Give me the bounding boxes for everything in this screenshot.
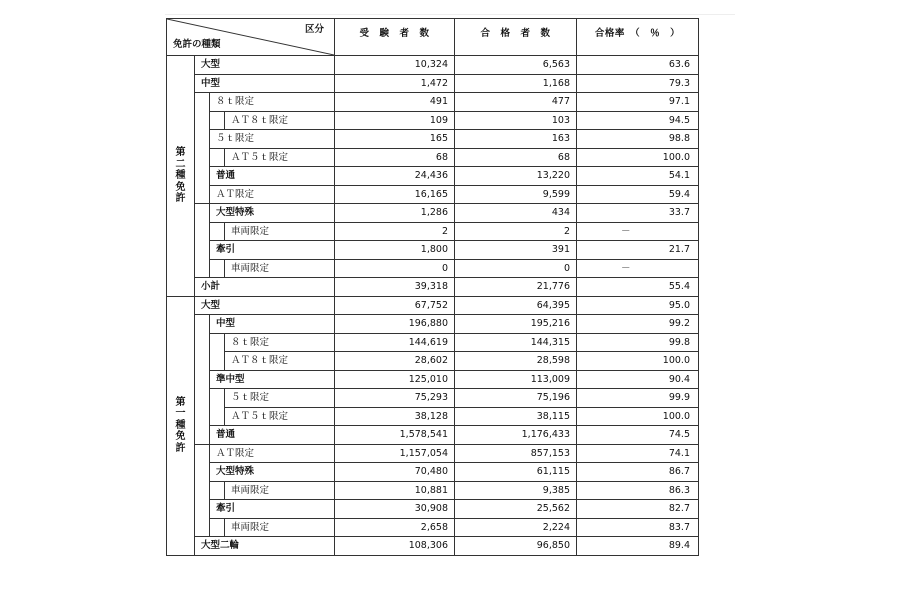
- table-row: [167, 389, 699, 408]
- row-label: 大型: [195, 56, 335, 75]
- passed-cell: 113,009: [455, 370, 577, 389]
- examinees-cell: 1,157,054: [335, 444, 455, 463]
- rate-cell: 83.7: [577, 518, 699, 537]
- examinees-cell: 165: [335, 130, 455, 149]
- row-label: 中型: [210, 315, 335, 334]
- examinees-cell: 24,436: [335, 167, 455, 186]
- rate-cell: 99.8: [577, 333, 699, 352]
- table-row: [167, 148, 699, 167]
- examinees-cell: 125,010: [335, 370, 455, 389]
- rate-cell: 97.1: [577, 93, 699, 112]
- row-label: ５ｔ限定: [225, 389, 335, 408]
- rate-cell: 74.5: [577, 426, 699, 445]
- passed-cell: 75,196: [455, 389, 577, 408]
- row-label: ８ｔ限定: [210, 93, 335, 112]
- indent-spacer: [210, 111, 225, 130]
- table-row: [167, 518, 699, 537]
- table-row: [167, 93, 699, 112]
- passed-cell: 1,168: [455, 74, 577, 93]
- rate-cell: 100.0: [577, 352, 699, 371]
- row-label: 準中型: [210, 370, 335, 389]
- rate-cell: 99.9: [577, 389, 699, 408]
- table-row: [167, 352, 699, 371]
- indent-spacer: [195, 204, 210, 278]
- table-row: [167, 259, 699, 278]
- rate-cell: 33.7: [577, 204, 699, 223]
- rate-cell: 94.5: [577, 111, 699, 130]
- row-label: ５ｔ限定: [210, 130, 335, 149]
- header-examinees: 受 験 者 数: [335, 19, 455, 56]
- passed-cell: 64,395: [455, 296, 577, 315]
- examinees-cell: 30,908: [335, 500, 455, 519]
- header-row: [167, 19, 699, 56]
- row-label: ＡＴ８ｔ限定: [225, 111, 335, 130]
- indent-spacer: [195, 93, 210, 167]
- passed-cell: 38,115: [455, 407, 577, 426]
- indent-spacer: [210, 148, 225, 167]
- table-row: [167, 241, 699, 260]
- examinees-cell: 28,602: [335, 352, 455, 371]
- indent-spacer: [195, 315, 210, 445]
- passed-cell: 9,385: [455, 481, 577, 500]
- rate-cell: 98.8: [577, 130, 699, 149]
- passed-cell: 477: [455, 93, 577, 112]
- rate-cell: 95.0: [577, 296, 699, 315]
- table-row: [167, 56, 699, 75]
- indent-spacer: [210, 518, 225, 537]
- row-label: 大型特殊: [210, 204, 335, 223]
- examinees-cell: 39,318: [335, 278, 455, 297]
- passed-cell: 6,563: [455, 56, 577, 75]
- examinees-cell: 75,293: [335, 389, 455, 408]
- row-label: 中型: [195, 74, 335, 93]
- examinees-cell: 10,324: [335, 56, 455, 75]
- table-row: [167, 370, 699, 389]
- passed-cell: 2,224: [455, 518, 577, 537]
- examinees-cell: 16,165: [335, 185, 455, 204]
- examinees-cell: 1,578,541: [335, 426, 455, 445]
- passed-cell: 163: [455, 130, 577, 149]
- rate-cell: 55.4: [577, 278, 699, 297]
- rate-cell: 63.6: [577, 56, 699, 75]
- examinees-cell: 109: [335, 111, 455, 130]
- table-row: [167, 111, 699, 130]
- rate-cell: 100.0: [577, 148, 699, 167]
- license-exam-table-sheet: [166, 18, 699, 556]
- examinees-cell: 2: [335, 222, 455, 241]
- passed-cell: 25,562: [455, 500, 577, 519]
- examinees-cell: 70,480: [335, 463, 455, 482]
- header-pass-rate: 合格率 （ ％ ）: [577, 19, 699, 56]
- passed-cell: 391: [455, 241, 577, 260]
- examinees-cell: 2,658: [335, 518, 455, 537]
- top-rule: [165, 14, 735, 15]
- row-label: 大型: [195, 296, 335, 315]
- passed-cell: 28,598: [455, 352, 577, 371]
- passed-cell: 144,315: [455, 333, 577, 352]
- examinees-cell: 144,619: [335, 333, 455, 352]
- group-label-first-class: 第 一 種 免 許: [167, 296, 195, 555]
- indent-spacer: [210, 222, 225, 241]
- table-row: [167, 185, 699, 204]
- table-row: [167, 426, 699, 445]
- examinees-cell: 10,881: [335, 481, 455, 500]
- examinees-cell: 1,472: [335, 74, 455, 93]
- examinees-cell: 491: [335, 93, 455, 112]
- examinees-cell: 68: [335, 148, 455, 167]
- row-label: 車両限定: [225, 518, 335, 537]
- row-label: 牽引: [210, 500, 335, 519]
- examinees-cell: 0: [335, 259, 455, 278]
- rate-cell: 82.7: [577, 500, 699, 519]
- passed-cell: 1,176,433: [455, 426, 577, 445]
- examinees-cell: 38,128: [335, 407, 455, 426]
- table-row: [167, 333, 699, 352]
- rate-cell: 99.2: [577, 315, 699, 334]
- rate-cell: 54.1: [577, 167, 699, 186]
- passed-cell: 21,776: [455, 278, 577, 297]
- row-label: 大型二輪: [195, 537, 335, 556]
- passed-cell: 61,115: [455, 463, 577, 482]
- indent-spacer: [195, 167, 210, 204]
- table-row: [167, 500, 699, 519]
- table-row: [167, 481, 699, 500]
- rate-cell: 100.0: [577, 407, 699, 426]
- examinees-cell: 1,286: [335, 204, 455, 223]
- indent-spacer: [210, 259, 225, 278]
- indent-spacer: [210, 389, 225, 426]
- rate-cell: 90.4: [577, 370, 699, 389]
- group-label-second-class: 第 二 種 免 許: [167, 56, 195, 297]
- passed-cell: 103: [455, 111, 577, 130]
- row-label: 普通: [210, 167, 335, 186]
- row-label: ＡＴ限定: [210, 185, 335, 204]
- row-label: 車両限定: [225, 481, 335, 500]
- passed-cell: 68: [455, 148, 577, 167]
- header-corner-cell: [167, 19, 335, 56]
- examinees-cell: 67,752: [335, 296, 455, 315]
- table-row: [167, 278, 699, 297]
- passed-cell: 434: [455, 204, 577, 223]
- table-row: [167, 204, 699, 223]
- indent-spacer: [195, 444, 210, 463]
- examinees-cell: 1,800: [335, 241, 455, 260]
- rate-cell: 59.4: [577, 185, 699, 204]
- table-row: [167, 74, 699, 93]
- row-label: 普通: [210, 426, 335, 445]
- header-category-label: 区分: [304, 24, 324, 35]
- rate-cell: 89.4: [577, 537, 699, 556]
- row-label: ＡＴ５ｔ限定: [225, 148, 335, 167]
- table-row: [167, 463, 699, 482]
- passed-cell: 9,599: [455, 185, 577, 204]
- rate-cell: 86.7: [577, 463, 699, 482]
- table-row: [167, 315, 699, 334]
- table-row: [167, 296, 699, 315]
- row-label: 牽引: [210, 241, 335, 260]
- passed-cell: 2: [455, 222, 577, 241]
- table-row: [167, 407, 699, 426]
- rate-cell: 21.7: [577, 241, 699, 260]
- passed-cell: 0: [455, 259, 577, 278]
- examinees-cell: 108,306: [335, 537, 455, 556]
- passed-cell: 857,153: [455, 444, 577, 463]
- passed-cell: 96,850: [455, 537, 577, 556]
- row-label: ８ｔ限定: [225, 333, 335, 352]
- row-label: 小計: [195, 278, 335, 297]
- row-label: 車両限定: [225, 222, 335, 241]
- table-row: [167, 537, 699, 556]
- header-license-type-label: 免許の種類: [173, 38, 221, 50]
- indent-spacer: [210, 481, 225, 500]
- passed-cell: 195,216: [455, 315, 577, 334]
- table-row: [167, 444, 699, 463]
- row-label: 大型特殊: [210, 463, 335, 482]
- license-exam-table: [166, 18, 699, 556]
- rate-cell: 86.3: [577, 481, 699, 500]
- table-row: [167, 130, 699, 149]
- row-label: ＡＴ８ｔ限定: [225, 352, 335, 371]
- row-label: 車両限定: [225, 259, 335, 278]
- rate-cell: －: [577, 259, 699, 278]
- table-row: [167, 167, 699, 186]
- header-passed: 合 格 者 数: [455, 19, 577, 56]
- rate-cell: －: [577, 222, 699, 241]
- rate-cell: 74.1: [577, 444, 699, 463]
- indent-spacer: [210, 333, 225, 370]
- indent-spacer: [195, 463, 210, 537]
- row-label: ＡＴ５ｔ限定: [225, 407, 335, 426]
- rate-cell: 79.3: [577, 74, 699, 93]
- passed-cell: 13,220: [455, 167, 577, 186]
- examinees-cell: 196,880: [335, 315, 455, 334]
- table-row: [167, 222, 699, 241]
- row-label: ＡＴ限定: [210, 444, 335, 463]
